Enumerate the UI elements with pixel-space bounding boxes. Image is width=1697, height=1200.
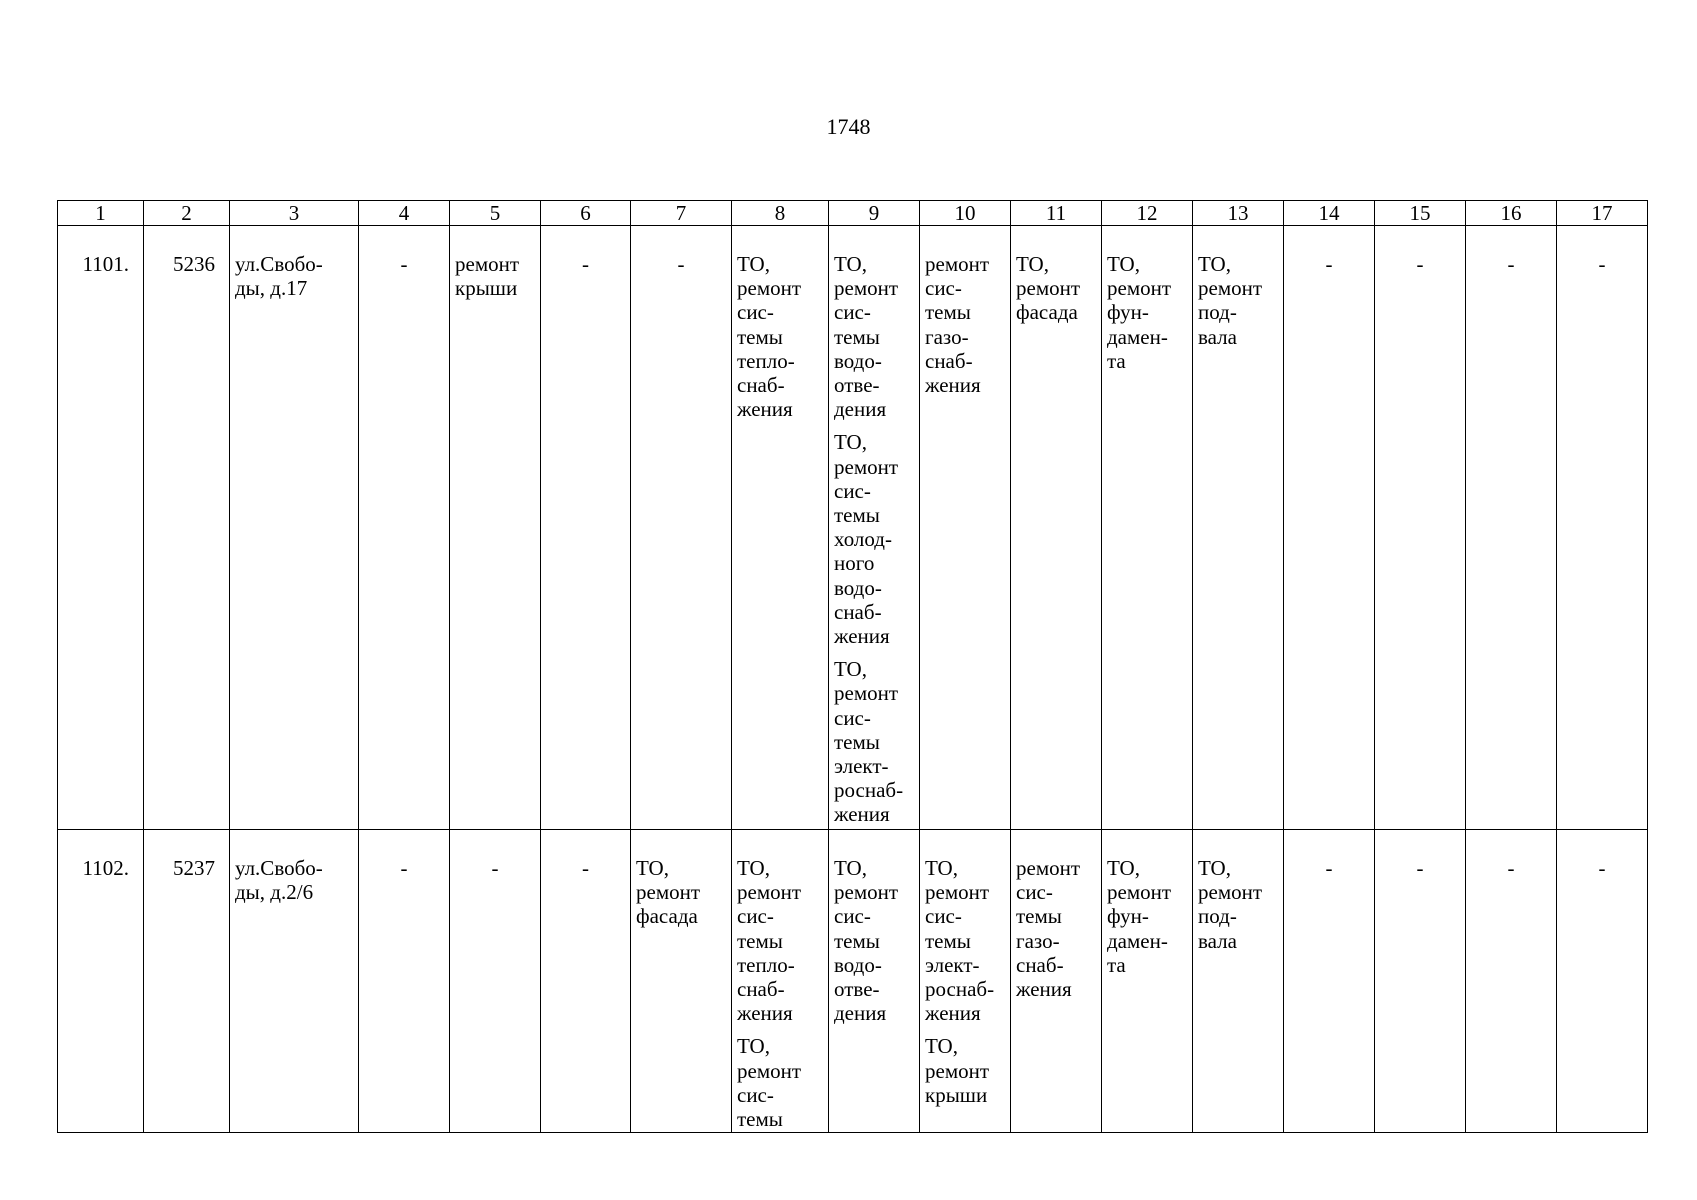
cell-entry: ТО, ремонт сис- темы тепло- снаб- жения xyxy=(737,856,802,1026)
work-cell-4 xyxy=(359,226,450,830)
cell-entry: ТО, ремонт сис- темы элект- роснаб- жения xyxy=(834,657,904,827)
cell-entry: ТО, ремонт фасада xyxy=(1016,252,1081,325)
row-number-cell xyxy=(58,226,144,830)
work-cell-12 xyxy=(1102,830,1193,1133)
column-header: 9 xyxy=(829,201,920,226)
work-cell-8 xyxy=(732,830,829,1133)
row-number-cell xyxy=(58,830,144,1133)
cell-entry: - xyxy=(1416,252,1424,276)
work-cell-5 xyxy=(450,830,541,1133)
cell-entry: - xyxy=(400,856,408,880)
work-cell-10 xyxy=(920,226,1011,830)
cell-entry: ТО, ремонт сис- темы элект- роснаб- жения xyxy=(925,856,995,1026)
cell-entry: - xyxy=(1325,252,1333,276)
address-cell xyxy=(230,226,359,830)
work-cell-12 xyxy=(1102,226,1193,830)
cell-entry: ТО, ремонт сис- темы xyxy=(737,1034,802,1132)
page-number: 1748 xyxy=(826,114,871,139)
work-cell-13 xyxy=(1193,830,1284,1133)
cell-entry: - xyxy=(1507,856,1515,880)
cell-entry: ТО, ремонт фун- дамен- та xyxy=(1107,252,1172,373)
address: ул.Свобо- ды, д.17 xyxy=(235,252,323,301)
header-row xyxy=(58,201,1648,226)
cell-entry: ТО, ремонт крыши xyxy=(925,1034,990,1107)
work-cell-17 xyxy=(1557,226,1648,830)
cell-entry: - xyxy=(1598,856,1606,880)
cell-entry: - xyxy=(1325,856,1333,880)
column-header: 4 xyxy=(359,201,450,226)
code-cell xyxy=(144,226,230,830)
column-header: 2 xyxy=(144,201,230,226)
cell-entry: ТО, ремонт фасада xyxy=(636,856,701,929)
column-header: 14 xyxy=(1284,201,1375,226)
cell-entry: ТО, ремонт фун- дамен- та xyxy=(1107,856,1172,977)
column-header: 15 xyxy=(1375,201,1466,226)
row-number: 1101. xyxy=(82,252,129,276)
work-cell-14 xyxy=(1284,226,1375,830)
work-cell-9 xyxy=(829,830,920,1133)
cell-entry: - xyxy=(582,252,589,276)
column-header: 3 xyxy=(230,201,359,226)
cell-entry: - xyxy=(400,252,408,276)
address: ул.Свобо- ды, д.2/6 xyxy=(235,856,323,905)
cell-entry: ТО, ремонт сис- темы водо- отве- дения xyxy=(834,252,899,422)
cell-entry: - xyxy=(1507,252,1515,276)
work-cell-5 xyxy=(450,226,541,830)
cell-entry: ТО, ремонт под- вала xyxy=(1198,856,1263,953)
cell-entry: - xyxy=(491,856,499,880)
work-cell-14 xyxy=(1284,830,1375,1133)
table-row xyxy=(58,830,1648,1133)
code-cell xyxy=(144,830,230,1133)
cell-entry: ремонт сис- темы газо- снаб- жения xyxy=(1016,856,1081,1002)
work-cell-15 xyxy=(1375,830,1466,1133)
cell-entry: - xyxy=(1598,252,1606,276)
column-header: 12 xyxy=(1102,201,1193,226)
work-cell-7 xyxy=(631,830,732,1133)
cell-entry: ремонт крыши xyxy=(455,252,520,301)
cell-entry: ремонт сис- темы газо- снаб- жения xyxy=(925,252,990,398)
work-cell-6 xyxy=(541,830,631,1133)
cell-entry: ТО, ремонт под- вала xyxy=(1198,252,1263,349)
table-row xyxy=(58,226,1648,830)
column-header: 5 xyxy=(450,201,541,226)
column-header: 10 xyxy=(920,201,1011,226)
cell-entry: - xyxy=(582,856,589,880)
work-cell-11 xyxy=(1011,830,1102,1133)
work-cell-15 xyxy=(1375,226,1466,830)
column-header: 6 xyxy=(541,201,631,226)
work-cell-16 xyxy=(1466,226,1557,830)
work-cell-10 xyxy=(920,830,1011,1133)
building-code: 5236 xyxy=(173,252,215,276)
work-cell-9 xyxy=(829,226,920,830)
cell-entry: - xyxy=(677,252,685,276)
work-cell-4 xyxy=(359,830,450,1133)
column-header: 11 xyxy=(1011,201,1102,226)
column-header: 16 xyxy=(1466,201,1557,226)
column-header: 13 xyxy=(1193,201,1284,226)
column-header: 7 xyxy=(631,201,732,226)
building-code: 5237 xyxy=(173,856,215,880)
cell-entry: ТО, ремонт сис- темы водо- отве- дения xyxy=(834,856,899,1026)
column-header: 1 xyxy=(58,201,144,226)
work-cell-13 xyxy=(1193,226,1284,830)
cell-entry: ТО, ремонт сис- темы холод- ного водо- снаб- жения xyxy=(834,430,899,649)
work-cell-16 xyxy=(1466,830,1557,1133)
work-cell-17 xyxy=(1557,830,1648,1133)
column-header: 8 xyxy=(732,201,829,226)
work-cell-6 xyxy=(541,226,631,830)
work-cell-11 xyxy=(1011,226,1102,830)
work-cell-7 xyxy=(631,226,732,830)
address-cell xyxy=(230,830,359,1133)
column-header: 17 xyxy=(1557,201,1648,226)
cell-entry: - xyxy=(1416,856,1424,880)
cell-entry: ТО, ремонт сис- темы тепло- снаб- жения xyxy=(737,252,802,422)
repair-schedule-table xyxy=(57,200,1648,1133)
row-number: 1102. xyxy=(82,856,129,880)
work-cell-8 xyxy=(732,226,829,830)
